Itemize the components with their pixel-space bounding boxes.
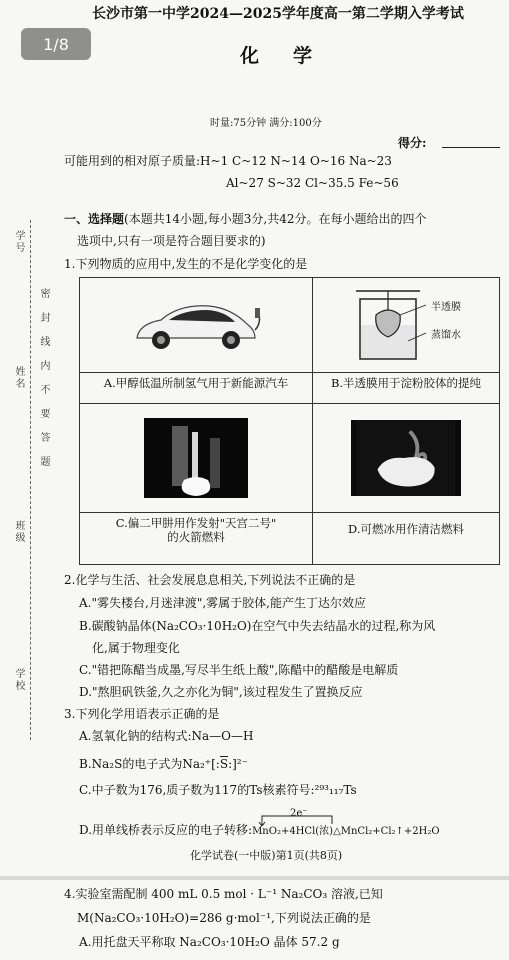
q2-option-b-line2: 化,属于物理变化: [92, 641, 180, 655]
q2-option-c: C."错把陈醋当成墨,写尽半生纸上酸",陈醋中的醋酸是电解质: [79, 663, 399, 677]
q1-option-c-line1: C.偏二甲肼用作发射"天宫二号": [115, 516, 277, 530]
q3-option-d-prefix: D.用单线桥表示反应的电子转移:: [79, 823, 253, 837]
section1-heading: 一、选择题: [64, 212, 125, 226]
rocket-launch-photo: [144, 418, 248, 498]
q3-option-b-prefix: B.Na₂S的电子式为Na₂⁺[:: [79, 757, 220, 771]
margin-class: 班级: [13, 520, 24, 544]
q1-option-b: B.半透膜用于淀粉胶体的提纯: [313, 372, 499, 394]
q3-option-b: [79, 756, 248, 772]
q2-option-a: A."雾失楼台,月迷津渡",雾属于胶体,能产生丁达尔效应: [79, 596, 366, 610]
atomic-masses-line1: 可能用到的相对原子质量:H~1 C~12 N~14 O~16 Na~23: [64, 154, 392, 168]
section1-desc1: (本题共14小题,每小题3分,共42分。在每小题给出的四个: [124, 212, 427, 226]
page-indicator: 1/8: [21, 28, 91, 60]
exam-subject: 化学: [240, 45, 347, 67]
q3-option-c: C.中子数为176,质子数为117的Ts核素符号:²⁹³₁₁₇Ts: [79, 783, 357, 797]
q1-option-c-cell: [80, 404, 313, 565]
exam-title: 长沙市第一中学2024—2025学年度高一第二学期入学考试: [92, 6, 464, 22]
score-label: 得分:: [398, 136, 427, 150]
score-blank: [442, 146, 500, 148]
q1-stem: 1.下列物质的应用中,发生的不是化学变化的是: [64, 257, 308, 271]
q3-option-b-sulfur: S: [219, 757, 229, 771]
q4-option-a: A.用托盘天平称取 Na₂CO₃·10H₂O 晶体 57.2 g: [79, 935, 340, 949]
q3-option-d-equation: MnO₂+4HCl(浓)△MnCl₂+Cl₂↑+2H₂O: [252, 826, 440, 837]
margin-name: 姓名: [13, 366, 24, 390]
label-distilled-water: 蒸馏水: [431, 330, 461, 341]
q2-stem: 2.化学与生活、社会发展息息相关,下列说法不正确的是: [64, 573, 356, 587]
page-footer: 化学试卷(一中版)第1页(共8页): [190, 849, 343, 862]
q1-option-a: A.甲醇低温所制氢气用于新能源汽车: [80, 372, 312, 394]
exam-page-2: [0, 880, 509, 960]
margin-seal-text: 密封线内不要答题: [38, 288, 49, 480]
exam-info: 时量:75分钟 满分:100分: [210, 118, 322, 129]
atomic-masses-line2: Al~27 S~32 Cl~35.5 Fe~56: [226, 176, 399, 190]
seal-line: [30, 220, 31, 740]
section1-desc2: 选项中,只有一项是符合题目要求的): [77, 234, 266, 248]
margin-school: 学校: [13, 668, 24, 692]
q3-option-b-suffix: :]²⁻: [228, 757, 248, 771]
q1-option-c-line2: 的火箭燃料: [167, 530, 225, 544]
combustible-ice-photo: [351, 420, 461, 496]
q1-option-d: D.可燃冰用作清洁燃料: [313, 512, 499, 540]
beaker-membrane-icon: [346, 285, 466, 365]
q3-electron-label: 2e⁻: [290, 808, 308, 819]
margin-student-id: 学号: [13, 230, 24, 254]
q2-option-d: D."熬胆矾铁釜,久之亦化为铜",该过程发生了置换反应: [79, 685, 363, 699]
q1-option-b-cell: [313, 278, 500, 404]
q3-option-d: [79, 822, 440, 840]
q3-stem: 3.下列化学用语表示正确的是: [64, 707, 220, 721]
label-semipermeable-membrane: 半透膜: [431, 302, 461, 313]
q2-option-b-line1: B.碳酸钠晶体(Na₂CO₃·10H₂O)在空气中失去结晶水的过程,称为风: [79, 619, 436, 633]
q3-option-a: A.氢氧化钠的结构式:Na—O—H: [79, 729, 254, 743]
section1-heading-line: [64, 211, 427, 227]
q4-line2: M(Na₂CO₃·10H₂O)=286 g·mol⁻¹,下列说法正确的是: [77, 911, 371, 925]
electric-car-icon: [131, 294, 261, 356]
q4-line1: 4.实验室需配制 400 mL 0.5 mol · L⁻¹ Na₂CO₃ 溶液,已知: [64, 887, 383, 901]
q1-option-d-cell: [313, 404, 500, 565]
q1-options-table: [79, 277, 500, 565]
q1-option-a-cell: [80, 278, 313, 404]
